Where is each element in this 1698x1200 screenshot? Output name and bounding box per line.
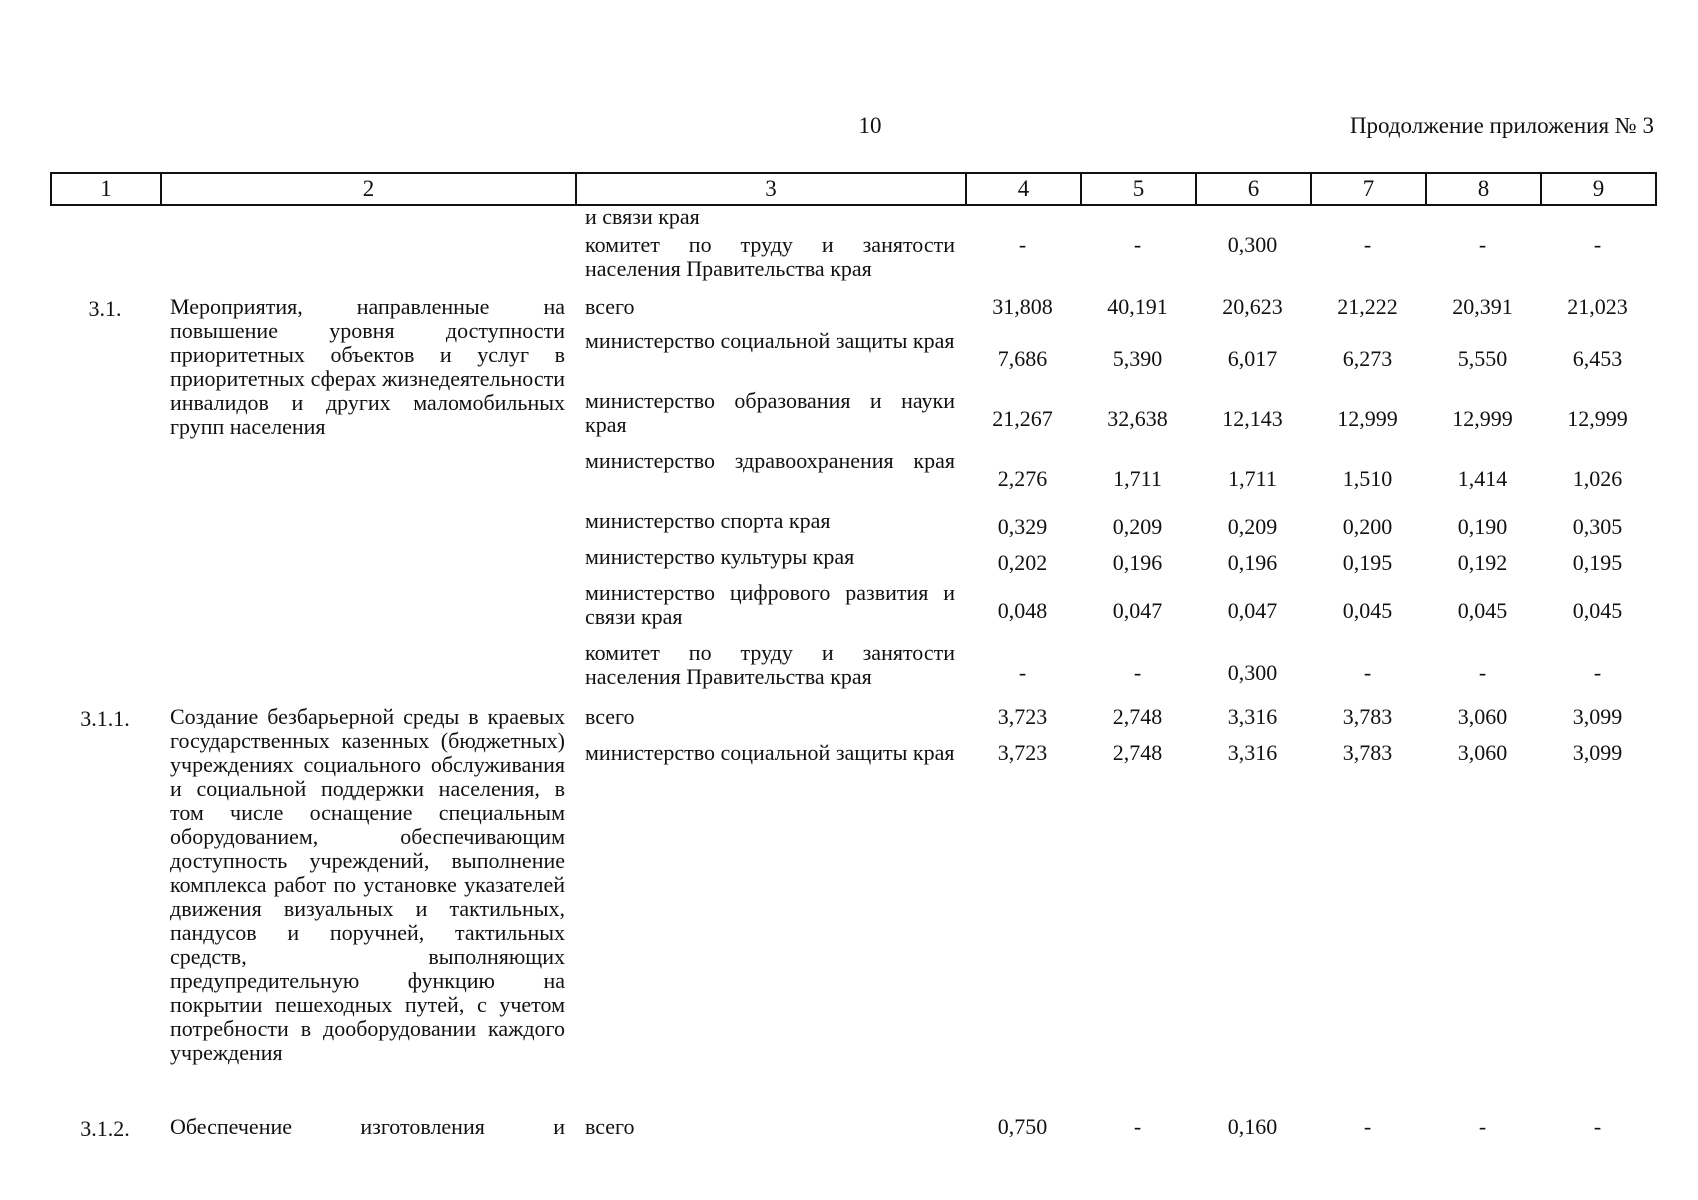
value-cell: 3,316 <box>1227 704 1278 729</box>
value-cell: 0,196 <box>1227 550 1278 575</box>
value-cell: 0,045 <box>1342 598 1393 623</box>
value-cell: 0,048 <box>997 598 1048 623</box>
value-cell: - <box>1363 1114 1372 1139</box>
value-cell: 3,783 <box>1342 740 1393 765</box>
value-cell: 3,723 <box>997 740 1048 765</box>
executor-cell: министерство образования и науки края <box>585 388 955 437</box>
item-number: 3.1. <box>88 296 122 321</box>
value-cell: - <box>1593 660 1602 685</box>
executor-cell: министерство культуры края <box>585 544 855 569</box>
table-row <box>50 1115 1655 1149</box>
column-header: 2 <box>161 173 576 205</box>
value-cell: 0,045 <box>1572 598 1623 623</box>
value-cell: 0,202 <box>997 550 1048 575</box>
value-cell: 0,047 <box>1112 598 1163 623</box>
column-header: 1 <box>51 173 161 205</box>
value-cell: 0,329 <box>997 514 1048 539</box>
value-cell: 21,023 <box>1567 294 1628 319</box>
value-cell: 12,999 <box>1567 406 1628 431</box>
value-cell: 21,267 <box>992 406 1053 431</box>
value-cell: 0,300 <box>1227 232 1278 257</box>
value-cell: - <box>1363 660 1372 685</box>
value-cell: - <box>1018 660 1027 685</box>
value-cell: 3,099 <box>1572 740 1623 765</box>
value-cell: 0,190 <box>1457 514 1508 539</box>
value-cell: 0,160 <box>1227 1114 1278 1139</box>
value-cell: - <box>1133 232 1142 257</box>
value-cell: - <box>1478 660 1487 685</box>
page-number: 10 <box>858 113 882 138</box>
executor-cell: министерство социальной защиты края <box>585 740 955 765</box>
item-name: Обеспечение изготовления и <box>170 1114 565 1139</box>
item-name: Мероприятия, направленные на повышение уровня доступности приоритетных объектов и услуг в приоритетных сферах жизнедеятельности инвалидов и других маломобильных групп населения <box>170 294 565 439</box>
item-number: 3.1.2. <box>80 1116 130 1141</box>
column-header-row <box>50 172 1657 206</box>
value-cell: 1,711 <box>1113 466 1162 491</box>
value-cell: 0,209 <box>1227 514 1278 539</box>
value-cell: 3,099 <box>1572 704 1623 729</box>
value-cell: 0,750 <box>997 1114 1048 1139</box>
value-cell: 20,391 <box>1452 294 1513 319</box>
value-cell: 12,143 <box>1222 406 1283 431</box>
table-row <box>50 705 1655 741</box>
budget-table <box>50 205 1655 1149</box>
value-cell: 0,196 <box>1112 550 1163 575</box>
value-cell: 3,316 <box>1227 740 1278 765</box>
value-cell: 0,195 <box>1572 550 1623 575</box>
executor-cell: всего <box>585 294 635 319</box>
value-cell: 0,195 <box>1342 550 1393 575</box>
value-cell: - <box>1133 1114 1142 1139</box>
value-cell: 6,453 <box>1572 346 1623 371</box>
column-header: 3 <box>576 173 966 205</box>
value-cell: - <box>1478 232 1487 257</box>
executor-cell: министерство социальной защиты края <box>585 328 955 353</box>
value-cell: 3,060 <box>1457 740 1508 765</box>
value-cell: 0,192 <box>1457 550 1508 575</box>
executor-cell: комитет по труду и занятости населения Правительства края <box>585 640 955 689</box>
value-cell: 5,550 <box>1457 346 1508 371</box>
table-row <box>50 295 1655 329</box>
appendix-note: Продолжение приложения № 3 <box>1349 113 1654 138</box>
value-cell: 0,209 <box>1112 514 1163 539</box>
table-row <box>50 205 1655 233</box>
executor-cell: всего <box>585 704 635 729</box>
value-cell: 3,060 <box>1457 704 1508 729</box>
column-header: 9 <box>1541 173 1656 205</box>
value-cell: 6,017 <box>1227 346 1278 371</box>
value-cell: 3,783 <box>1342 704 1393 729</box>
value-cell: 12,999 <box>1337 406 1398 431</box>
executor-cell: министерство здравоохранения края <box>585 448 955 473</box>
value-cell: 2,748 <box>1112 740 1163 765</box>
executor-cell: и связи края <box>585 204 700 229</box>
value-cell: 12,999 <box>1452 406 1513 431</box>
executor-cell: министерство спорта края <box>585 508 831 533</box>
column-header: 5 <box>1081 173 1196 205</box>
column-header: 4 <box>966 173 1081 205</box>
item-name: Создание безбарьерной среды в краевых государственных казенных (бюджетных) учреждениях социального обслуживания и социальной поддержки населения, в том числе оснащение специальным оборудованием, обеспечивающим доступность учреждений, выполнение комплекса работ по установке указателей движения визуальных и тактильных, пандусов и поручней, тактильных средств, выполняющих предупредительную функцию на покрытии пешеходных путей, с учетом потребности в дооборудовании каждого учреждения <box>170 704 565 1065</box>
value-cell: 0,300 <box>1227 660 1278 685</box>
value-cell: 1,414 <box>1457 466 1508 491</box>
value-cell: 0,200 <box>1342 514 1393 539</box>
table-row <box>50 233 1655 295</box>
value-cell: 3,723 <box>997 704 1048 729</box>
executor-cell: всего <box>585 1114 635 1139</box>
value-cell: - <box>1133 660 1142 685</box>
value-cell: 21,222 <box>1337 294 1398 319</box>
value-cell: - <box>1593 232 1602 257</box>
value-cell: - <box>1593 1114 1602 1139</box>
column-header: 6 <box>1196 173 1311 205</box>
executor-cell: комитет по труду и занятости населения Правительства края <box>585 232 955 281</box>
value-cell: 40,191 <box>1107 294 1168 319</box>
value-cell: - <box>1478 1114 1487 1139</box>
value-cell: 7,686 <box>997 346 1048 371</box>
value-cell: 0,305 <box>1572 514 1623 539</box>
value-cell: - <box>1018 232 1027 257</box>
column-header: 8 <box>1426 173 1541 205</box>
item-number: 3.1.1. <box>80 706 130 731</box>
value-cell: - <box>1363 232 1372 257</box>
value-cell: 6,273 <box>1342 346 1393 371</box>
value-cell: 1,026 <box>1572 466 1623 491</box>
value-cell: 2,748 <box>1112 704 1163 729</box>
value-cell: 2,276 <box>997 466 1048 491</box>
value-cell: 0,047 <box>1227 598 1278 623</box>
executor-cell: министерство цифрового развития и связи края <box>585 580 955 629</box>
value-cell: 20,623 <box>1222 294 1283 319</box>
value-cell: 1,711 <box>1228 466 1277 491</box>
column-header: 7 <box>1311 173 1426 205</box>
value-cell: 31,808 <box>992 294 1053 319</box>
value-cell: 5,390 <box>1112 346 1163 371</box>
value-cell: 1,510 <box>1342 466 1393 491</box>
value-cell: 0,045 <box>1457 598 1508 623</box>
value-cell: 32,638 <box>1107 406 1168 431</box>
